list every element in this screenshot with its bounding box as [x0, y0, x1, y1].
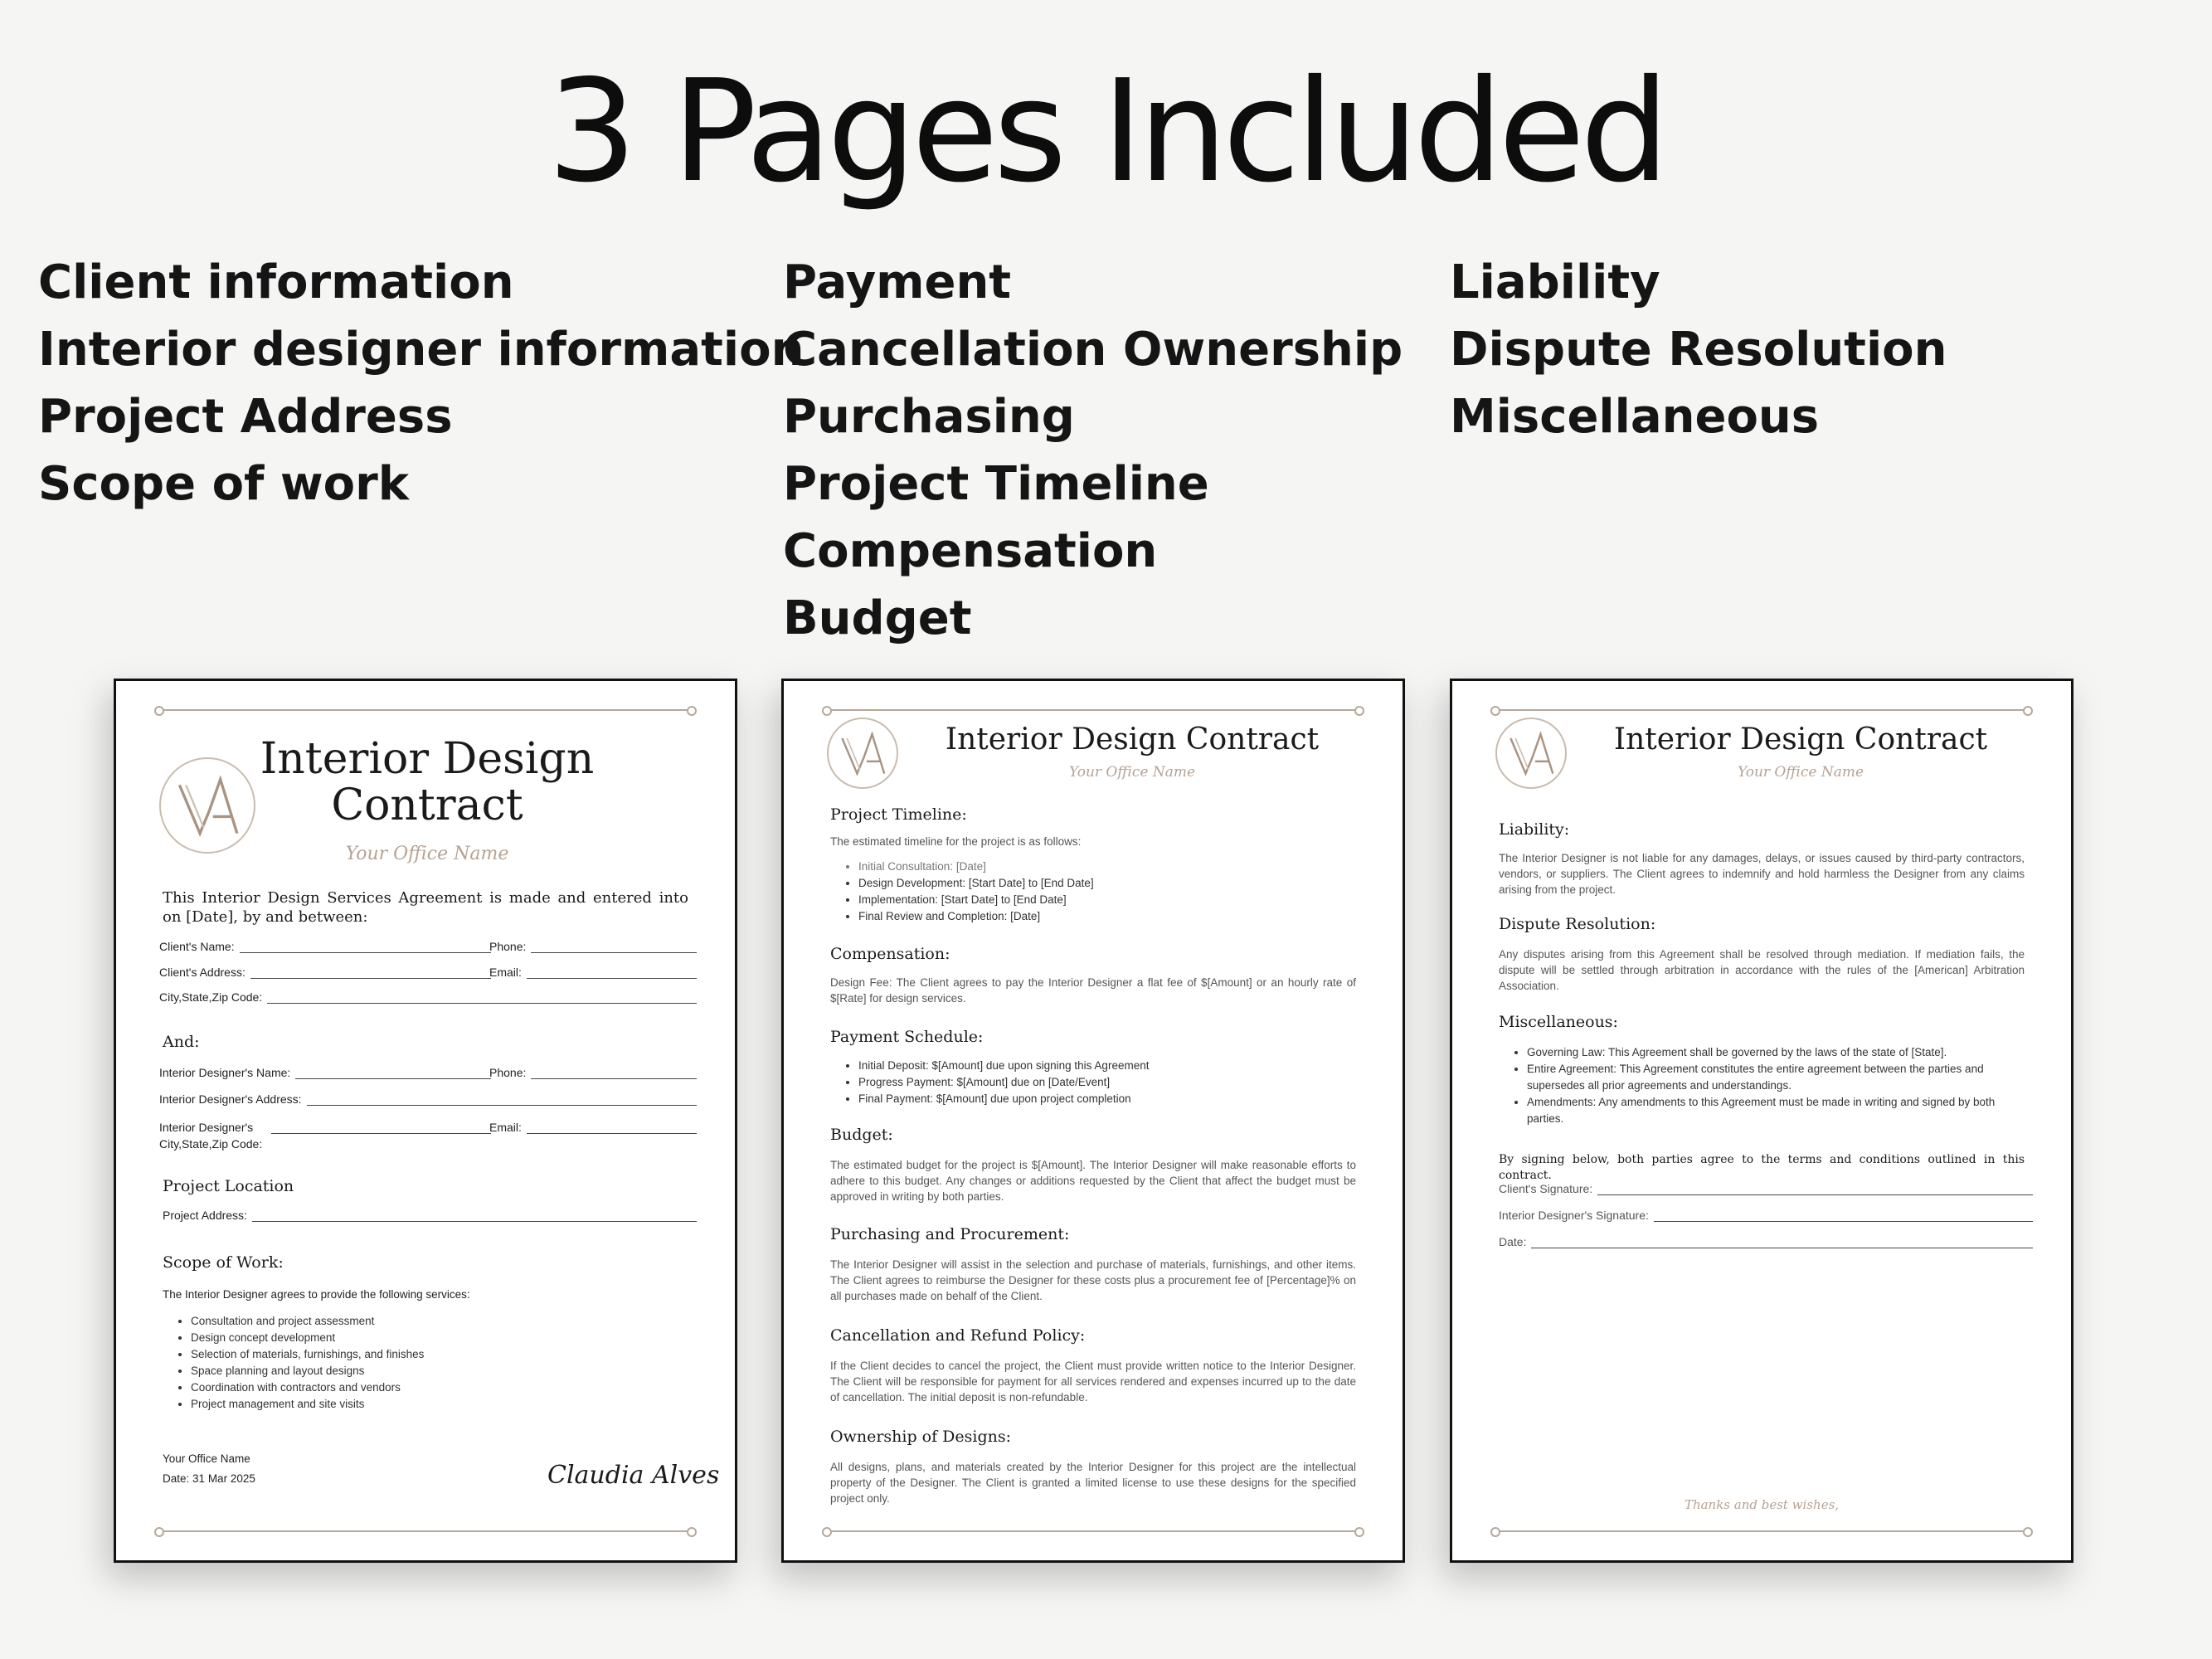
office-name: Your Office Name: [1068, 764, 1196, 781]
list-item: • Final Payment: $[Amount] due upon project completion: [858, 1091, 1356, 1107]
list-item: • Initial Deposit: $[Amount] due upon signing this Agreement: [858, 1058, 1356, 1074]
list-item: • Governing Law: This Agreement shall be governed by the laws of the state of [State].: [1527, 1044, 2025, 1061]
feature-item: Dispute Resolution: [1450, 323, 1947, 377]
field-label: Date:: [1499, 1235, 1527, 1248]
footer-office: Your Office Name: [163, 1452, 250, 1465]
budget-text: The estimated budget for the project is $[Amount]. The Interior Designer will make reasonable efforts to adhere to this budget. Any changes or additions requested by the Client that affect the budget must be approved in writing by both parties.: [830, 1159, 1356, 1203]
feature-item: Liability: [1450, 255, 1660, 309]
designer-city-label: City,State,Zip Code:: [159, 1137, 263, 1151]
list-item: • Space planning and layout designs: [191, 1363, 688, 1379]
scope-intro: The Interior Designer agrees to provide the following services:: [163, 1288, 470, 1301]
client-signature-field[interactable]: [1499, 1182, 2033, 1195]
field-label: Client's Signature:: [1499, 1182, 1593, 1195]
and-heading: And:: [163, 1033, 200, 1051]
client-address-field[interactable]: [159, 966, 491, 979]
va-logo: [1495, 718, 1567, 789]
field-label: Client's Address:: [159, 966, 246, 979]
input-line: [250, 967, 491, 979]
compensation-text: Design Fee: The Client agrees to pay the Interior Designer a flat fee of $[Amount] or an hourly rate of $[Rate] for design services.: [830, 976, 1356, 1005]
project-address-field[interactable]: [163, 1209, 697, 1222]
client-phone-field[interactable]: [489, 940, 697, 953]
input-line: [307, 1094, 697, 1106]
contract-page-1: [114, 679, 737, 1563]
purchasing-heading: Purchasing and Procurement:: [830, 1225, 1070, 1243]
scope-heading: Scope of Work:: [163, 1253, 284, 1272]
input-line: [240, 941, 491, 953]
location-heading: Project Location: [163, 1177, 294, 1195]
designer-name-field[interactable]: [159, 1066, 491, 1079]
footer-date-value: 31 Mar 2025: [192, 1472, 255, 1485]
signing-text: By signing below, both parties agree to the terms and conditions outlined in this contract.: [1499, 1153, 2025, 1182]
input-line: [1654, 1210, 2033, 1222]
designer-email-field[interactable]: [489, 1121, 697, 1134]
headline: 3 Pages Included: [547, 50, 1665, 214]
field-label: Email:: [489, 966, 522, 979]
va-logo: [159, 757, 255, 854]
feature-item: Project Timeline: [783, 457, 1209, 511]
timeline-intro: The estimated timeline for the project is as follows:: [830, 835, 1082, 848]
feature-item: Scope of work: [38, 457, 409, 511]
page-title: Interior Design Contract: [1613, 722, 1988, 757]
feature-list-col2: [783, 249, 1403, 652]
field-label: Interior Designer's Address:: [159, 1092, 302, 1106]
list-item: • Entire Agreement: This Agreement constitutes the entire agreement between the parties and supersedes all prior agreements and understandings.: [1527, 1061, 2025, 1094]
bottom-rule: [159, 1530, 692, 1532]
dispute-text: Any disputes arising from this Agreement shall be resolved through mediation. If mediation fails, the dispute will be settled through arbitration in accordance with the rules of the [American] Arbitration Association.: [1499, 948, 2025, 992]
feature-item: Project Address: [38, 390, 453, 444]
list-item: • Progress Payment: $[Amount] due on [Date/Event]: [858, 1074, 1356, 1091]
purchasing-text: The Interior Designer will assist in the selection and purchase of materials, furnishings, and other items. The Client agrees to reimburse the Designer for these costs plus a procurement fee of [Percentage]% on all purchases made on behalf of the Client.: [830, 1258, 1356, 1302]
feature-item: Purchasing: [783, 390, 1075, 444]
feature-item: Compensation: [783, 524, 1158, 578]
scope-list: [179, 1313, 688, 1413]
page-title-line1: Interior Design: [260, 734, 595, 784]
miscellaneous-heading: Miscellaneous:: [1499, 1013, 1618, 1031]
bottom-rule: [827, 1530, 1359, 1532]
feature-item: Client information: [38, 255, 514, 309]
contract-page-2: [781, 679, 1405, 1563]
input-line: [295, 1068, 491, 1079]
cancellation-heading: Cancellation and Refund Policy:: [830, 1326, 1086, 1345]
budget-heading: Budget:: [830, 1126, 893, 1144]
feature-list-col3: [1450, 249, 1947, 450]
designer-address-field[interactable]: [159, 1092, 697, 1106]
field-label: Client's Name:: [159, 940, 235, 953]
field-label: Interior Designer's: [159, 1121, 254, 1134]
dispute-heading: Dispute Resolution:: [1499, 915, 1656, 933]
designer-phone-field[interactable]: [489, 1066, 697, 1079]
input-line: [267, 992, 697, 1004]
input-line: [527, 967, 697, 979]
feature-list-col1: [38, 249, 804, 518]
list-item: • Amendments: Any amendments to this Agreement must be made in writing and signed by both parties.: [1527, 1094, 2025, 1127]
input-line: [271, 1122, 491, 1134]
footer-date-label: Date:: [163, 1472, 190, 1485]
client-email-field[interactable]: [489, 966, 697, 979]
input-line: [531, 1068, 697, 1079]
input-line: [531, 941, 697, 953]
client-name-field[interactable]: [159, 940, 491, 953]
timeline-list: [847, 859, 1356, 925]
list-item: • Initial Consultation: [Date]: [858, 859, 1356, 875]
field-label: Project Address:: [163, 1209, 247, 1222]
ownership-heading: Ownership of Designs:: [830, 1428, 1012, 1446]
page-title: Interior Design Contract: [945, 722, 1320, 757]
contract-page-3: [1450, 679, 2073, 1563]
list-item: • Final Review and Completion: [Date]: [858, 908, 1356, 925]
input-line: [252, 1210, 697, 1222]
miscellaneous-list: [1515, 1044, 2025, 1127]
list-item: • Selection of materials, furnishings, and finishes: [191, 1346, 688, 1363]
va-logo-mark: [1497, 719, 1565, 787]
list-item: • Consultation and project assessment: [191, 1313, 688, 1330]
list-item: • Coordination with contractors and vendors: [191, 1379, 688, 1396]
list-item: • Implementation: [Start Date] to [End Date]: [858, 892, 1356, 908]
liability-text: The Interior Designer is not liable for any damages, delays, or issues caused by third-party contractors, vendors, or suppliers. The Client agrees to indemnify and hold harmless the Designer from any claims arising from the project.: [1499, 852, 2025, 896]
top-rule: [1495, 709, 2028, 711]
feature-item: Budget: [783, 591, 972, 645]
designer-city-field[interactable]: [159, 1121, 491, 1134]
cancellation-text: If the Client decides to cancel the project, the Client must provide written notice to the Interior Designer. The Client will be responsible for payment for all services rendered and expenses incurred up to the date of cancellation. The initial deposit is non-refundable.: [830, 1360, 1356, 1404]
payment-list: [847, 1058, 1356, 1107]
field-label: City,State,Zip Code:: [159, 990, 263, 1004]
list-item: • Project management and site visits: [191, 1396, 688, 1413]
list-item: • Design Development: [Start Date] to [End Date]: [858, 875, 1356, 892]
ownership-text: All designs, plans, and materials created by the Interior Designer for this project are the intellectual property of the Designer. The Client is granted a limited license to use these designs for the specified project only.: [830, 1461, 1356, 1505]
input-line: [1531, 1237, 2033, 1248]
input-line: [527, 1122, 697, 1134]
office-name: Your Office Name: [1737, 764, 1864, 781]
field-label: Phone:: [489, 940, 527, 953]
office-name: Your Office Name: [345, 844, 509, 864]
liability-heading: Liability:: [1499, 820, 1570, 839]
designer-signature-field[interactable]: [1499, 1209, 2033, 1222]
client-city-field[interactable]: [159, 990, 697, 1004]
bottom-rule: [1495, 1530, 2028, 1532]
page-title-line2: Contract: [331, 781, 523, 830]
thanks-note: Thanks and best wishes,: [1684, 1497, 1840, 1512]
feature-item: Miscellaneous: [1450, 390, 1820, 444]
field-label: Interior Designer's Name:: [159, 1066, 291, 1079]
intro-text: This Interior Design Services Agreement is made and entered into on [Date], by and between:: [163, 889, 688, 926]
payment-heading: Payment Schedule:: [830, 1028, 984, 1046]
field-label: Interior Designer's Signature:: [1499, 1209, 1649, 1222]
signature: Claudia Alves: [547, 1461, 720, 1490]
field-label: Phone:: [489, 1066, 527, 1079]
compensation-heading: Compensation:: [830, 945, 950, 963]
top-rule: [827, 709, 1359, 711]
va-logo-mark: [161, 759, 254, 852]
feature-item: Interior designer information: [38, 323, 805, 377]
list-item: • Design concept development: [191, 1330, 688, 1346]
timeline-heading: Project Timeline:: [830, 805, 967, 824]
feature-item: Payment: [783, 255, 1012, 309]
va-logo-mark: [829, 719, 897, 787]
date-field[interactable]: [1499, 1235, 2033, 1248]
field-label: Email:: [489, 1121, 522, 1134]
feature-item: Cancellation Ownership: [783, 323, 1403, 377]
top-rule: [159, 709, 692, 711]
page-title: [249, 736, 605, 829]
input-line: [1597, 1184, 2033, 1195]
va-logo: [827, 718, 898, 789]
